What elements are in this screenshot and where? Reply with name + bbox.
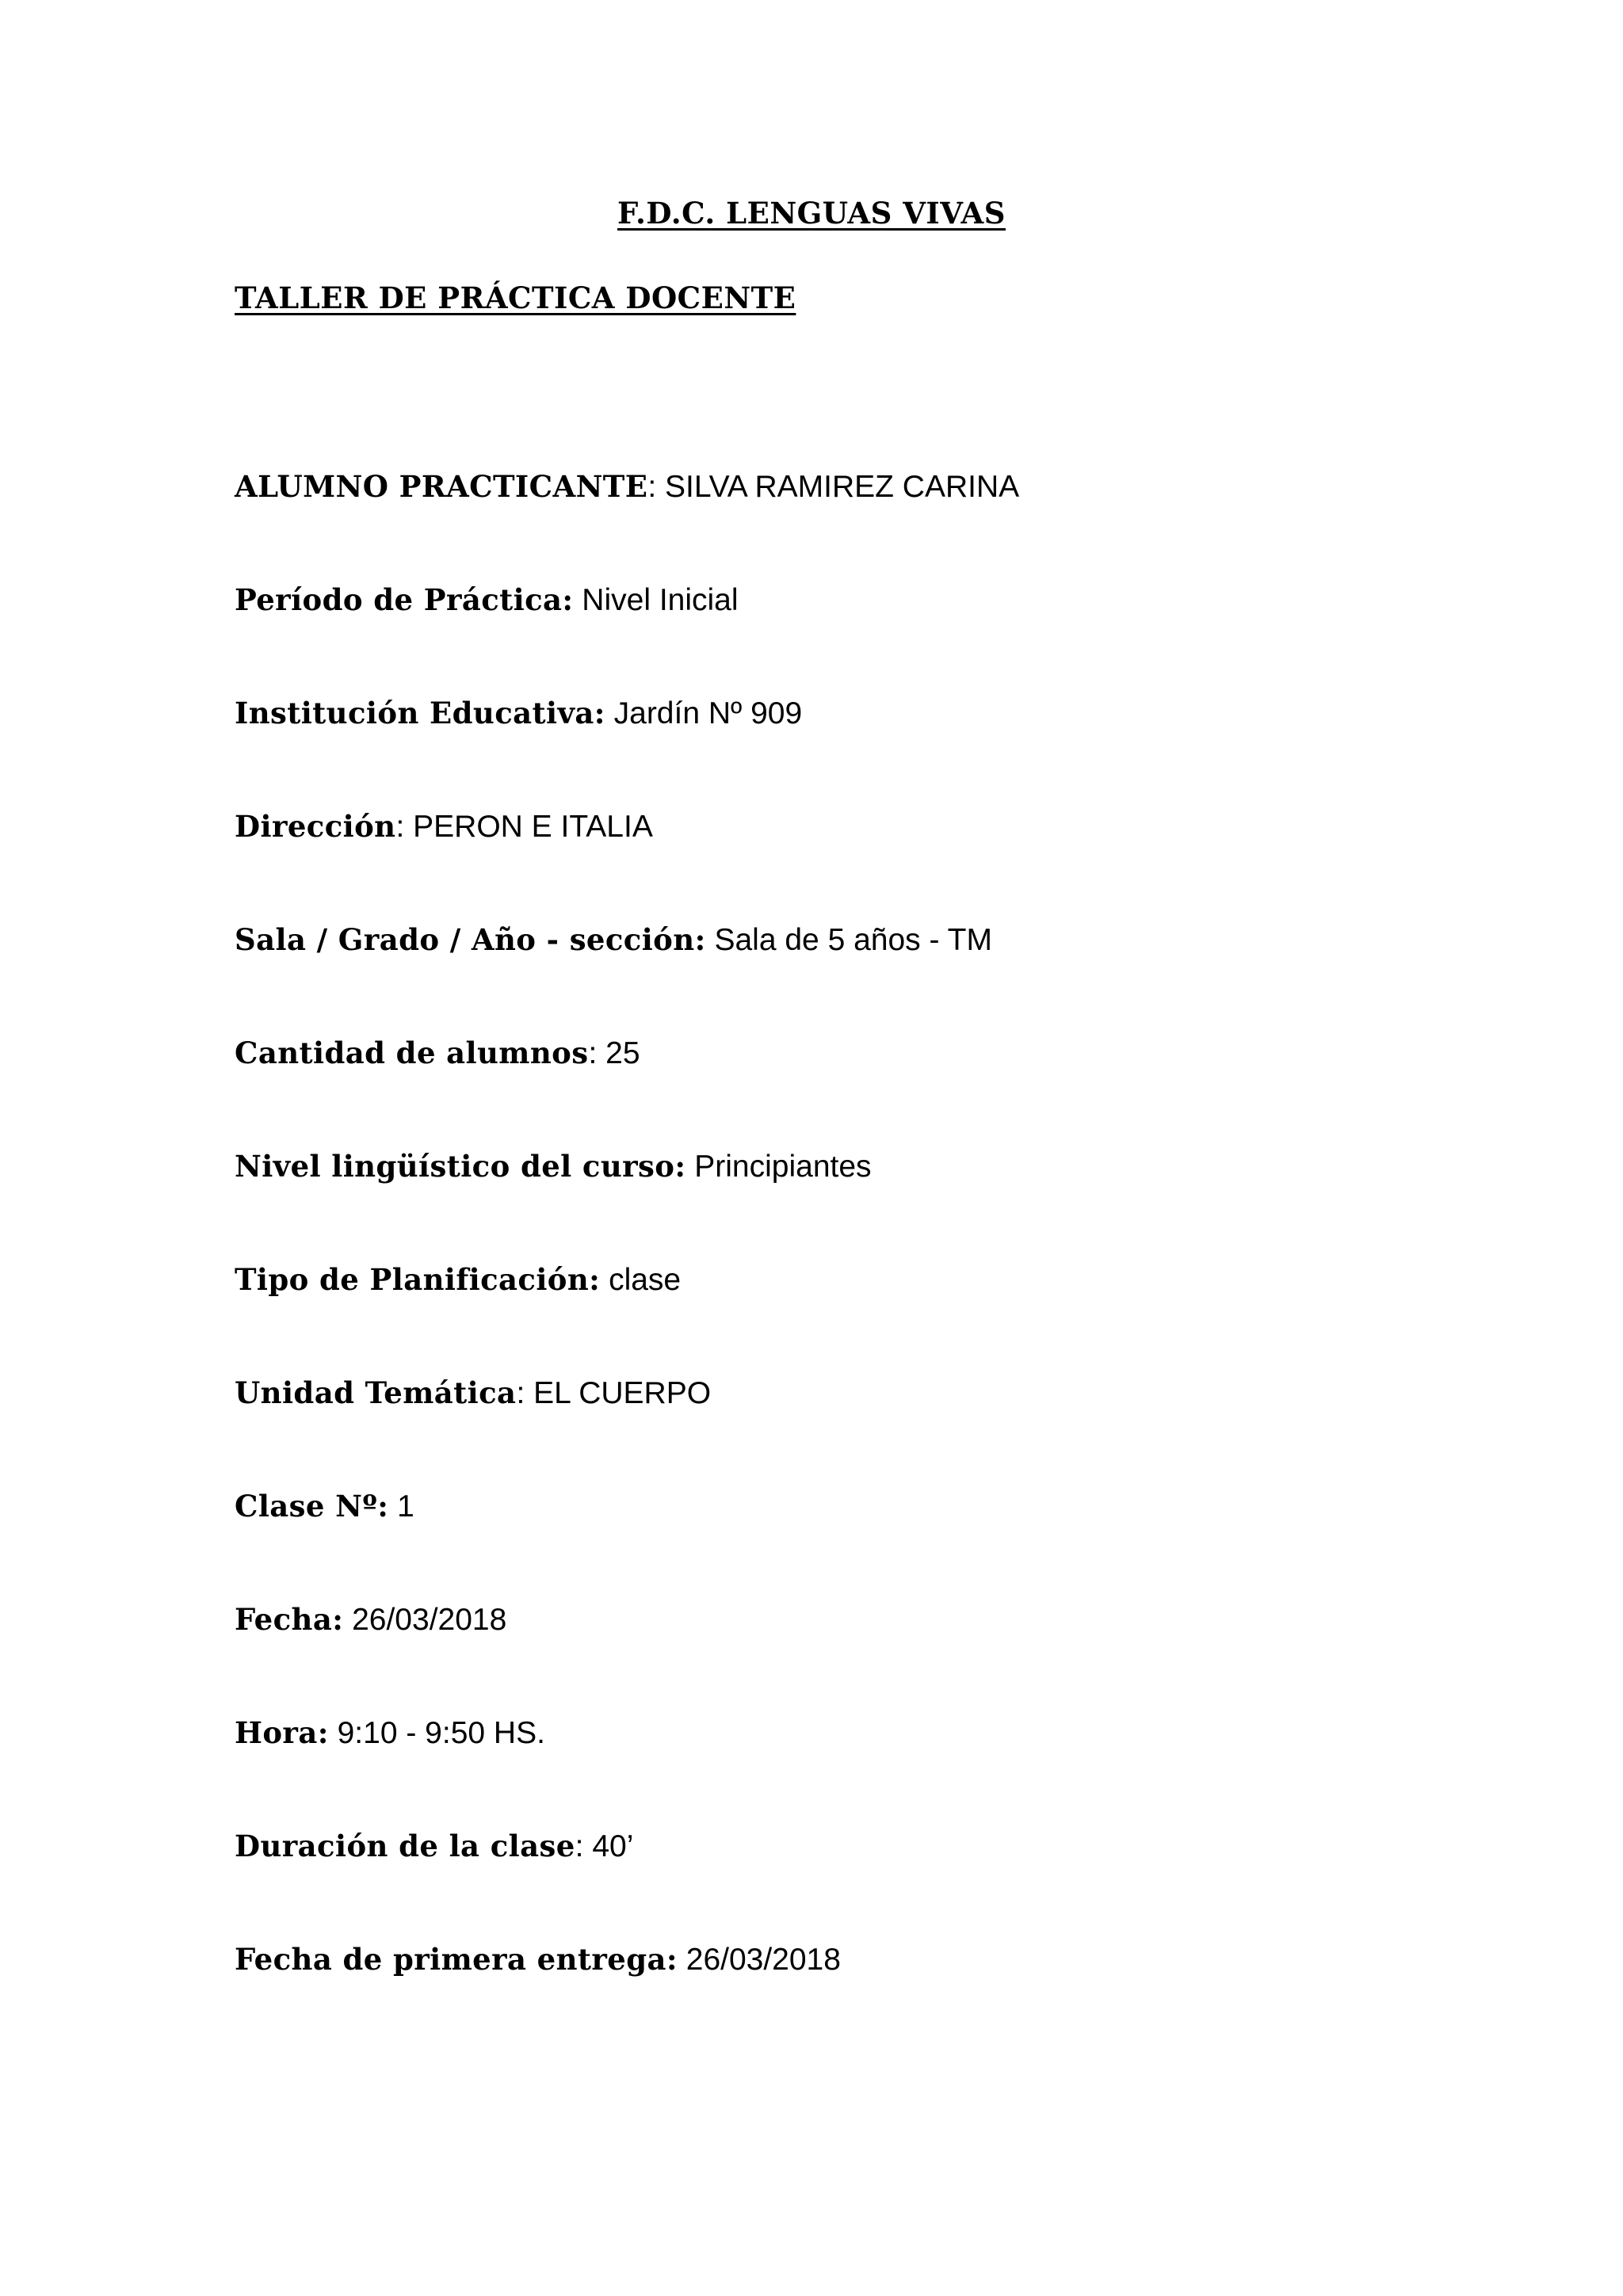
field-label: Nivel lingüístico del curso: — [235, 1149, 686, 1184]
field-label: Sala / Grado / Año - sección: — [235, 922, 706, 957]
field-nivel-linguistico — [235, 1146, 872, 1193]
field-clase-numero — [235, 1486, 414, 1533]
field-separator — [388, 1489, 397, 1524]
field-value: 40’ — [592, 1829, 634, 1863]
field-value: 25 — [605, 1036, 640, 1070]
field-cantidad-alumnos — [235, 1033, 640, 1080]
field-separator — [706, 923, 715, 957]
field-fecha-primera-entrega — [235, 1939, 841, 1986]
field-separator — [329, 1716, 338, 1750]
field-value: Jardín Nº 909 — [613, 696, 803, 730]
field-value: 1 — [397, 1489, 414, 1524]
field-separator — [573, 583, 582, 617]
field-separator — [678, 1943, 686, 1977]
field-label: ALUMNO PRACTICANTE — [235, 469, 648, 504]
field-label: Institución Educativa: — [235, 696, 605, 730]
field-tipo-planificacion — [235, 1260, 681, 1306]
field-label: Cantidad de alumnos — [235, 1035, 589, 1070]
field-separator: : — [588, 1036, 606, 1070]
field-label: Fecha de primera entrega: — [235, 1942, 678, 1977]
field-separator: : — [395, 810, 414, 844]
field-institucion-educativa — [235, 693, 802, 740]
field-value: clase — [609, 1263, 682, 1297]
field-value: 26/03/2018 — [685, 1943, 841, 1977]
field-hora — [235, 1713, 545, 1760]
field-label: Tipo de Planificación: — [235, 1262, 601, 1297]
field-separator: : — [516, 1376, 534, 1410]
field-separator — [600, 1263, 609, 1297]
field-value: EL CUERPO — [533, 1376, 712, 1410]
field-separator — [605, 696, 614, 730]
field-label: Hora: — [235, 1715, 329, 1750]
field-value: Sala de 5 años - TM — [714, 923, 992, 957]
document-title: F.D.C. LENGUAS VIVAS — [617, 196, 1006, 231]
field-alumno-practicante — [235, 467, 1019, 513]
field-label: Período de Práctica: — [235, 582, 574, 617]
field-label: Dirección — [235, 809, 396, 844]
field-duracion-clase — [235, 1826, 633, 1873]
field-value: SILVA RAMIREZ CARINA — [665, 470, 1020, 504]
field-label: Duración de la clase — [235, 1829, 575, 1863]
field-label: Clase Nº: — [235, 1489, 389, 1524]
field-separator: : — [575, 1829, 593, 1863]
field-value: PERON E ITALIA — [413, 810, 653, 844]
field-sala-grado-seccion — [235, 920, 992, 967]
document-subtitle: TALLER DE PRÁCTICA DOCENTE — [235, 280, 796, 315]
field-label: Unidad Temática — [235, 1375, 517, 1410]
field-direccion — [235, 807, 653, 853]
field-separator — [685, 1150, 694, 1184]
field-value: 9:10 - 9:50 HS. — [337, 1716, 545, 1750]
field-separator — [343, 1603, 352, 1637]
field-label: Fecha: — [235, 1602, 344, 1637]
field-value: 26/03/2018 — [352, 1603, 507, 1637]
field-separator: : — [647, 470, 666, 504]
field-unidad-tematica — [235, 1373, 711, 1420]
field-value: Principiantes — [694, 1150, 872, 1184]
field-fecha — [235, 1600, 506, 1646]
field-periodo-practica — [235, 580, 739, 627]
field-value: Nivel Inicial — [582, 583, 739, 617]
